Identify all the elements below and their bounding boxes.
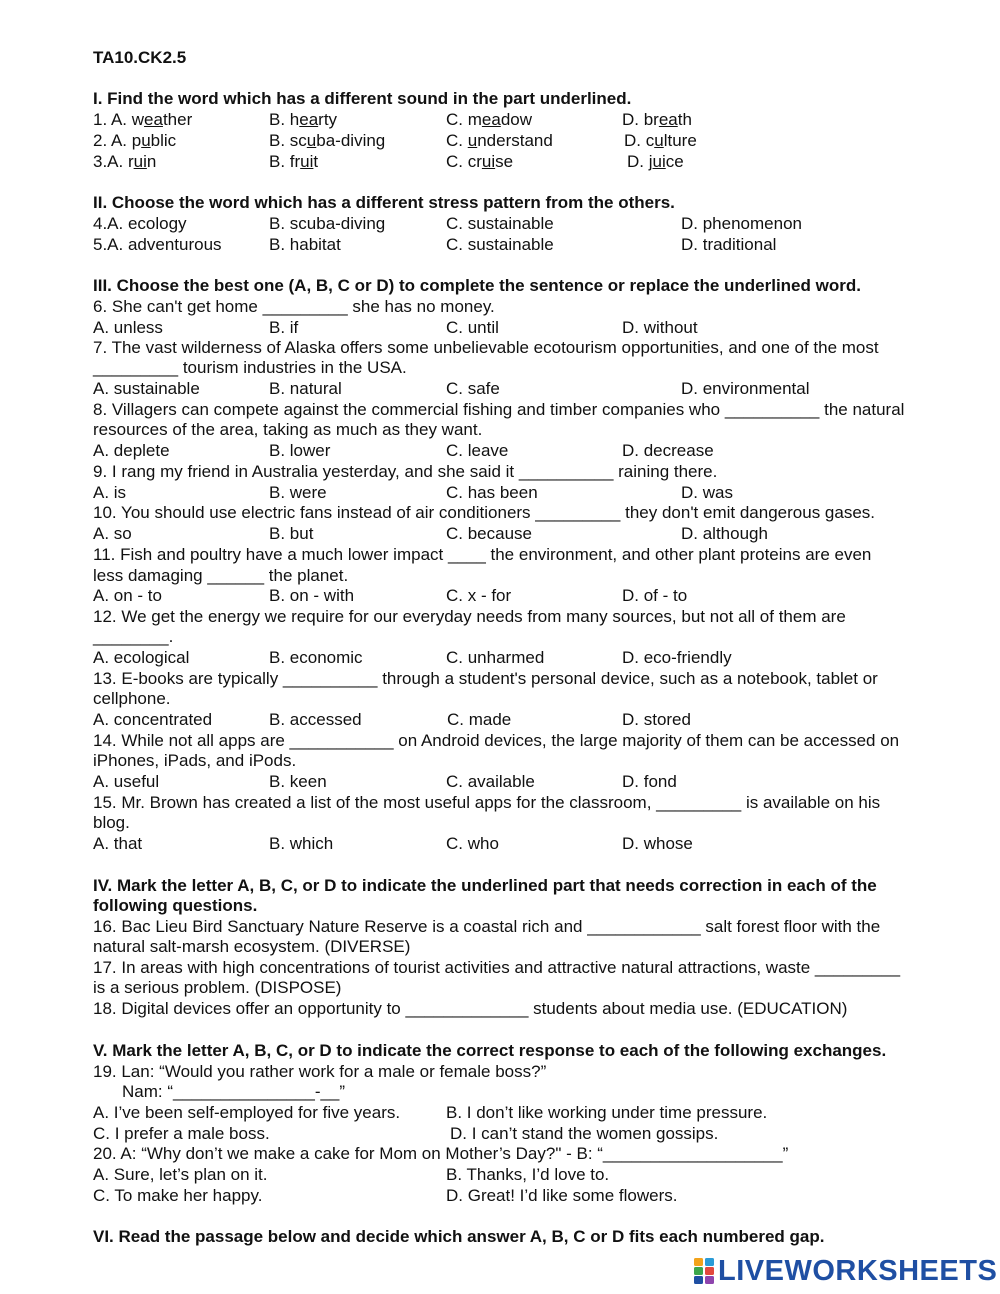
q13-option-d: D. stored xyxy=(622,710,691,729)
q1-option-c: C. meadow xyxy=(446,110,532,129)
q10-option-b: B. but xyxy=(269,524,314,543)
q10-stem: 10. You should use electric fans instead of air conditioners _________ they don't emit dangerous gases. xyxy=(93,503,875,522)
q6-option-a: A. unless xyxy=(93,318,163,337)
q13-stem-line1: 13. E-books are typically __________ through a student's personal device, such as a notebook, tablet or xyxy=(93,669,878,688)
q5-option-c: C. sustainable xyxy=(446,235,554,254)
q11-option-a: A. on - to xyxy=(93,586,162,605)
q3-option-c: C. cruise xyxy=(446,152,514,171)
q8-option-a: A. deplete xyxy=(93,441,170,460)
q4-option-b: B. scuba-diving xyxy=(269,214,386,233)
section-4-title-line2: following questions. xyxy=(93,896,258,915)
q2-option-a: 2. A. public xyxy=(93,131,177,150)
q3-option-d: D. juice xyxy=(627,152,684,171)
q2-option-d: D. culture xyxy=(624,131,697,150)
q19-option-c: C. I prefer a male boss. xyxy=(93,1124,270,1143)
q13-option-b: B. accessed xyxy=(269,710,362,729)
liveworksheets-logo xyxy=(693,1255,997,1287)
q19-option-d: D. I can’t stand the women gossips. xyxy=(450,1124,719,1143)
q18-stem: 18. Digital devices offer an opportunity to _____________ students about media use. (EDUCATION) xyxy=(93,999,848,1018)
q9-option-c: C. has been xyxy=(446,483,538,502)
q8-stem-line1: 8. Villagers can compete against the commercial fishing and timber companies who __________ the natural xyxy=(93,400,905,419)
section-4-title-line1: IV. Mark the letter A, B, C, or D to indicate the underlined part that needs correction in each of the xyxy=(93,876,877,895)
q13-option-c: C. made xyxy=(447,710,512,729)
q12-option-a: A. ecological xyxy=(93,648,190,667)
q10-option-a: A. so xyxy=(93,524,132,543)
q6-stem: 6. She can't get home _________ she has no money. xyxy=(93,297,495,316)
q2-option-b: B. scuba-diving xyxy=(269,131,386,150)
q15-option-d: D. whose xyxy=(622,834,693,853)
q12-option-d: D. eco-friendly xyxy=(622,648,732,667)
q12-option-c: C. unharmed xyxy=(446,648,545,667)
q8-option-d: D. decrease xyxy=(622,441,714,460)
q15-option-c: C. who xyxy=(446,834,499,853)
q14-stem-line1: 14. While not all apps are ___________ on Android devices, the large majority of them can be accessed on xyxy=(93,731,900,750)
liveworksheets-wordmark: LIVEWORKSHEETS xyxy=(718,1255,998,1287)
q17-stem-line1: 17. In areas with high concentrations of tourist activities and attractive natural attractions, waste _________ xyxy=(93,958,901,977)
q6-option-d: D. without xyxy=(622,318,698,337)
q4-option-a: 4.A. ecology xyxy=(93,214,187,233)
q11-option-b: B. on - with xyxy=(269,586,355,605)
q4-option-c: C. sustainable xyxy=(446,214,554,233)
q7-option-a: A. sustainable xyxy=(93,379,200,398)
q14-stem-line2: iPhones, iPads, and iPods. xyxy=(93,751,297,770)
q13-option-a: A. concentrated xyxy=(93,710,213,729)
section-3-title: III. Choose the best one (A, B, C or D) to complete the sentence or replace the underlined word. xyxy=(93,276,861,295)
q7-stem-line2: _________ tourism industries in the USA. xyxy=(93,358,407,377)
q19-stem-line2: Nam: “_______________-__” xyxy=(122,1082,346,1101)
q11-stem-line2: less damaging ______ the planet. xyxy=(93,566,349,585)
q10-option-d: D. although xyxy=(681,524,768,543)
q10-option-c: C. because xyxy=(446,524,532,543)
q5-option-a: 5.A. adventurous xyxy=(93,235,222,254)
q15-option-a: A. that xyxy=(93,834,143,853)
q16-stem-line2: natural salt-marsh ecosystem. (DIVERSE) xyxy=(93,937,411,956)
q4-option-d: D. phenomenon xyxy=(681,214,802,233)
q19-option-b: B. I don’t like working under time pressure. xyxy=(446,1103,768,1122)
q7-option-d: D. environmental xyxy=(681,379,810,398)
q6-option-b: B. if xyxy=(269,318,299,337)
q14-option-a: A. useful xyxy=(93,772,160,791)
q16-stem-line1: 16. Bac Lieu Bird Sanctuary Nature Reserve is a coastal rich and ____________ salt forest floor with the xyxy=(93,917,881,936)
q8-stem-line2: resources of the area, taking as much as they want. xyxy=(93,420,483,439)
q14-option-b: B. keen xyxy=(269,772,327,791)
q12-stem-line2: ________. xyxy=(93,627,174,646)
q11-option-c: C. x - for xyxy=(446,586,512,605)
q19-stem-line1: 19. Lan: “Would you rather work for a male or female boss?” xyxy=(93,1062,547,1081)
q20-option-c: C. To make her happy. xyxy=(93,1186,263,1205)
q9-option-b: B. were xyxy=(269,483,327,502)
q7-option-b: B. natural xyxy=(269,379,342,398)
q14-option-d: D. fond xyxy=(622,772,677,791)
q1-option-a: 1. A. weather xyxy=(93,110,193,129)
q15-option-b: B. which xyxy=(269,834,334,853)
q5-option-b: B. habitat xyxy=(269,235,341,254)
q20-option-b: B. Thanks, I’d love to. xyxy=(446,1165,610,1184)
q2-option-c: C. understand xyxy=(446,131,553,150)
q14-option-c: C. available xyxy=(446,772,535,791)
q1-option-b: B. hearty xyxy=(269,110,338,129)
q3-option-b: B. fruit xyxy=(269,152,319,171)
q11-stem-line1: 11. Fish and poultry have a much lower impact ____ the environment, and other plant proteins are even xyxy=(93,545,872,564)
q19-option-a: A. I’ve been self-employed for five years. xyxy=(93,1103,401,1122)
q8-option-c: C. leave xyxy=(446,441,509,460)
q12-stem-line1: 12. We get the energy we require for our everyday needs from many sources, but not all of them are xyxy=(93,607,846,626)
q13-stem-line2: cellphone. xyxy=(93,689,171,708)
q9-option-a: A. is xyxy=(93,483,127,502)
q11-option-d: D. of - to xyxy=(622,586,688,605)
q6-option-c: C. until xyxy=(446,318,499,337)
q8-option-b: B. lower xyxy=(269,441,331,460)
section-6-title: VI. Read the passage below and decide which answer A, B, C or D fits each numbered gap. xyxy=(93,1227,825,1246)
q15-stem-line2: blog. xyxy=(93,813,130,832)
q3-option-a: 3.A. ruin xyxy=(93,152,157,171)
section-5-title: V. Mark the letter A, B, C, or D to indicate the correct response to each of the following exchanges. xyxy=(93,1041,887,1060)
q12-option-b: B. economic xyxy=(269,648,363,667)
worksheet-code: TA10.CK2.5 xyxy=(93,48,187,67)
q1-option-d: D. breath xyxy=(622,110,692,129)
q17-stem-line2: is a serious problem. (DISPOSE) xyxy=(93,978,342,997)
section-1-title: I. Find the word which has a different sound in the part underlined. xyxy=(93,89,632,108)
q9-stem: 9. I rang my friend in Australia yesterday, and she said it __________ raining there. xyxy=(93,462,718,481)
q15-stem-line1: 15. Mr. Brown has created a list of the most useful apps for the classroom, _________ is available on his xyxy=(93,793,881,812)
q5-option-d: D. traditional xyxy=(681,235,777,254)
q7-option-c: C. safe xyxy=(446,379,500,398)
q7-stem-line1: 7. The vast wilderness of Alaska offers some unbelievable ecotourism opportunities, and one of the most xyxy=(93,338,879,357)
q20-option-a: A. Sure, let’s plan on it. xyxy=(93,1165,268,1184)
q20-stem: 20. A: “Why don’t we make a cake for Mom on Mother’s Day?" - B: “___________________” xyxy=(93,1144,789,1163)
liveworksheets-mark-icon xyxy=(693,1257,715,1285)
q20-option-d: D. Great! I’d like some flowers. xyxy=(446,1186,678,1205)
section-2-title: II. Choose the word which has a different stress pattern from the others. xyxy=(93,193,675,212)
q9-option-d: D. was xyxy=(681,483,733,502)
